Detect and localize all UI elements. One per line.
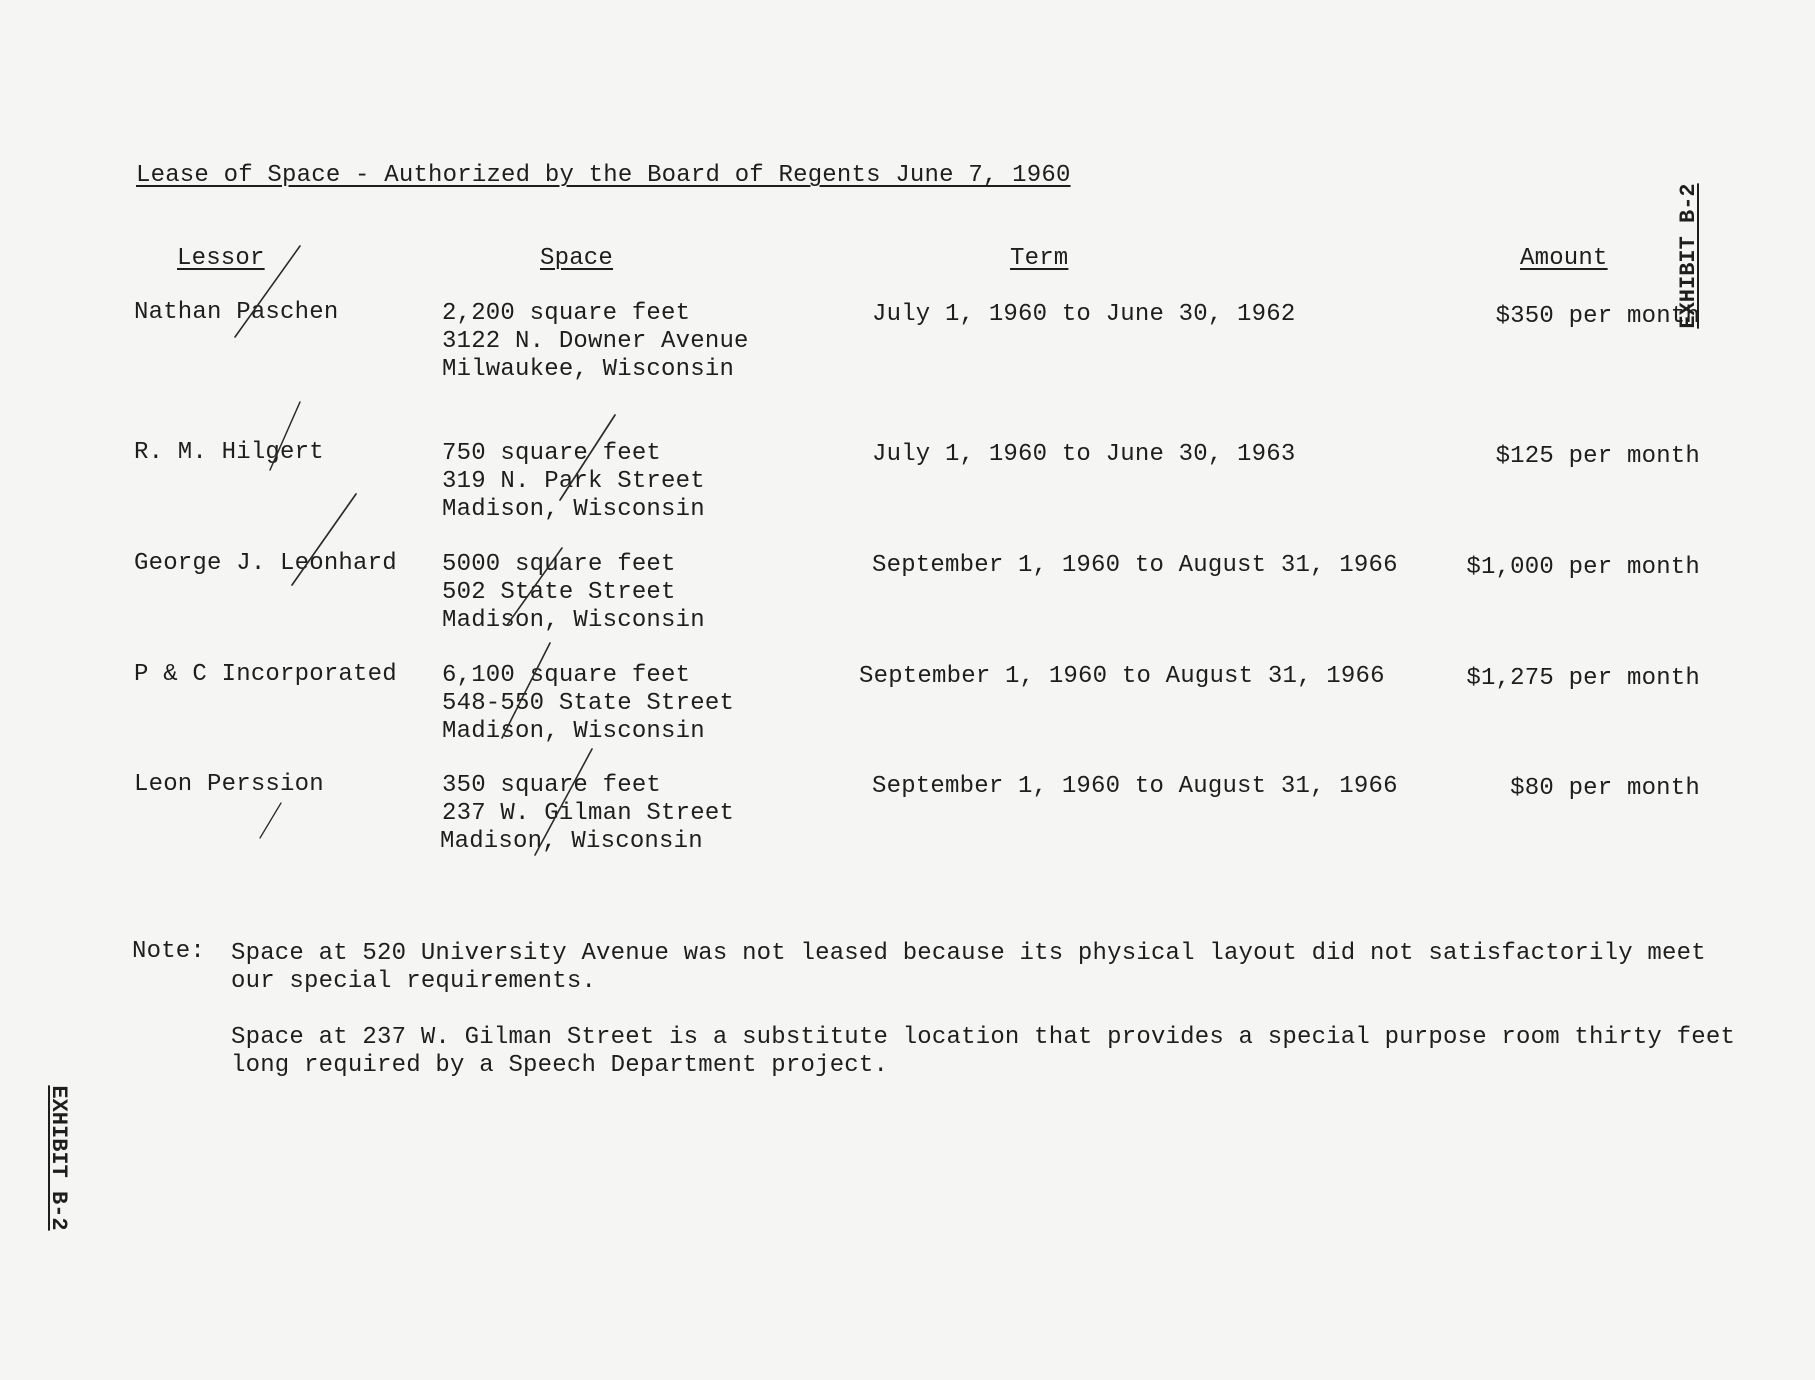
lease-term: July 1, 1960 to June 30, 1963 <box>872 441 1296 468</box>
note-text: our special requirements. <box>231 968 597 995</box>
amount-column-header: Amount <box>1520 245 1608 272</box>
lease-amount: $125 per month <box>1495 443 1700 470</box>
space-size: 5000 square feet <box>442 551 676 578</box>
space-address: 548-550 State Street <box>442 690 735 717</box>
lessor-name: P & C Incorporated <box>134 661 397 688</box>
document-title: Lease of Space - Authorized by the Board of Regents June 7, 1960 <box>136 162 1071 189</box>
space-column-header: Space <box>540 245 614 272</box>
lease-amount: $1,000 per month <box>1466 554 1700 581</box>
lessor-name: R. M. Hilgert <box>134 439 324 466</box>
note-text: long required by a Speech Department project. <box>231 1052 889 1079</box>
space-city: Milwaukee, Wisconsin <box>442 356 735 383</box>
space-size: 750 square feet <box>442 440 662 467</box>
lessor-name: Leon Perssion <box>134 771 324 798</box>
lease-term: September 1, 1960 to August 31, 1966 <box>859 663 1385 690</box>
lease-term: July 1, 1960 to June 30, 1962 <box>872 301 1296 328</box>
lessor-name: Nathan Paschen <box>134 299 339 326</box>
space-city: Madison, Wisconsin <box>442 718 705 745</box>
space-address: 3122 N. Downer Avenue <box>442 328 749 355</box>
exhibit-label-bottom: EXHIBIT B-2 <box>46 1085 71 1231</box>
space-size: 6,100 square feet <box>442 662 691 689</box>
lease-amount: $350 per month <box>1495 303 1700 330</box>
exhibit-label-top: EXHIBIT B-2 <box>1676 183 1701 329</box>
note-label: Note: <box>132 938 206 965</box>
space-address: 319 N. Park Street <box>442 468 705 495</box>
check-mark <box>260 803 281 838</box>
term-column-header: Term <box>1010 245 1069 272</box>
note-text: Space at 237 W. Gilman Street is a substitute location that provides a special purpose room thirty feet <box>231 1024 1736 1051</box>
lease-term: September 1, 1960 to August 31, 1966 <box>872 552 1398 579</box>
lease-amount: $80 per month <box>1510 775 1700 802</box>
space-city: Madison, Wisconsin <box>442 496 705 523</box>
note-text: Space at 520 University Avenue was not leased because its physical layout did not satisfactorily meet <box>231 940 1706 967</box>
space-address: 237 W. Gilman Street <box>442 800 735 827</box>
lessor-name: George J. Leonhard <box>134 550 397 577</box>
space-size: 2,200 square feet <box>442 300 691 327</box>
space-city: Madison, Wisconsin <box>442 607 705 634</box>
lessor-column-header: Lessor <box>177 245 265 272</box>
space-city: Madison, Wisconsin <box>440 828 703 855</box>
space-address: 502 State Street <box>442 579 676 606</box>
space-size: 350 square feet <box>442 772 662 799</box>
lease-term: September 1, 1960 to August 31, 1966 <box>872 773 1398 800</box>
lease-amount: $1,275 per month <box>1466 665 1700 692</box>
